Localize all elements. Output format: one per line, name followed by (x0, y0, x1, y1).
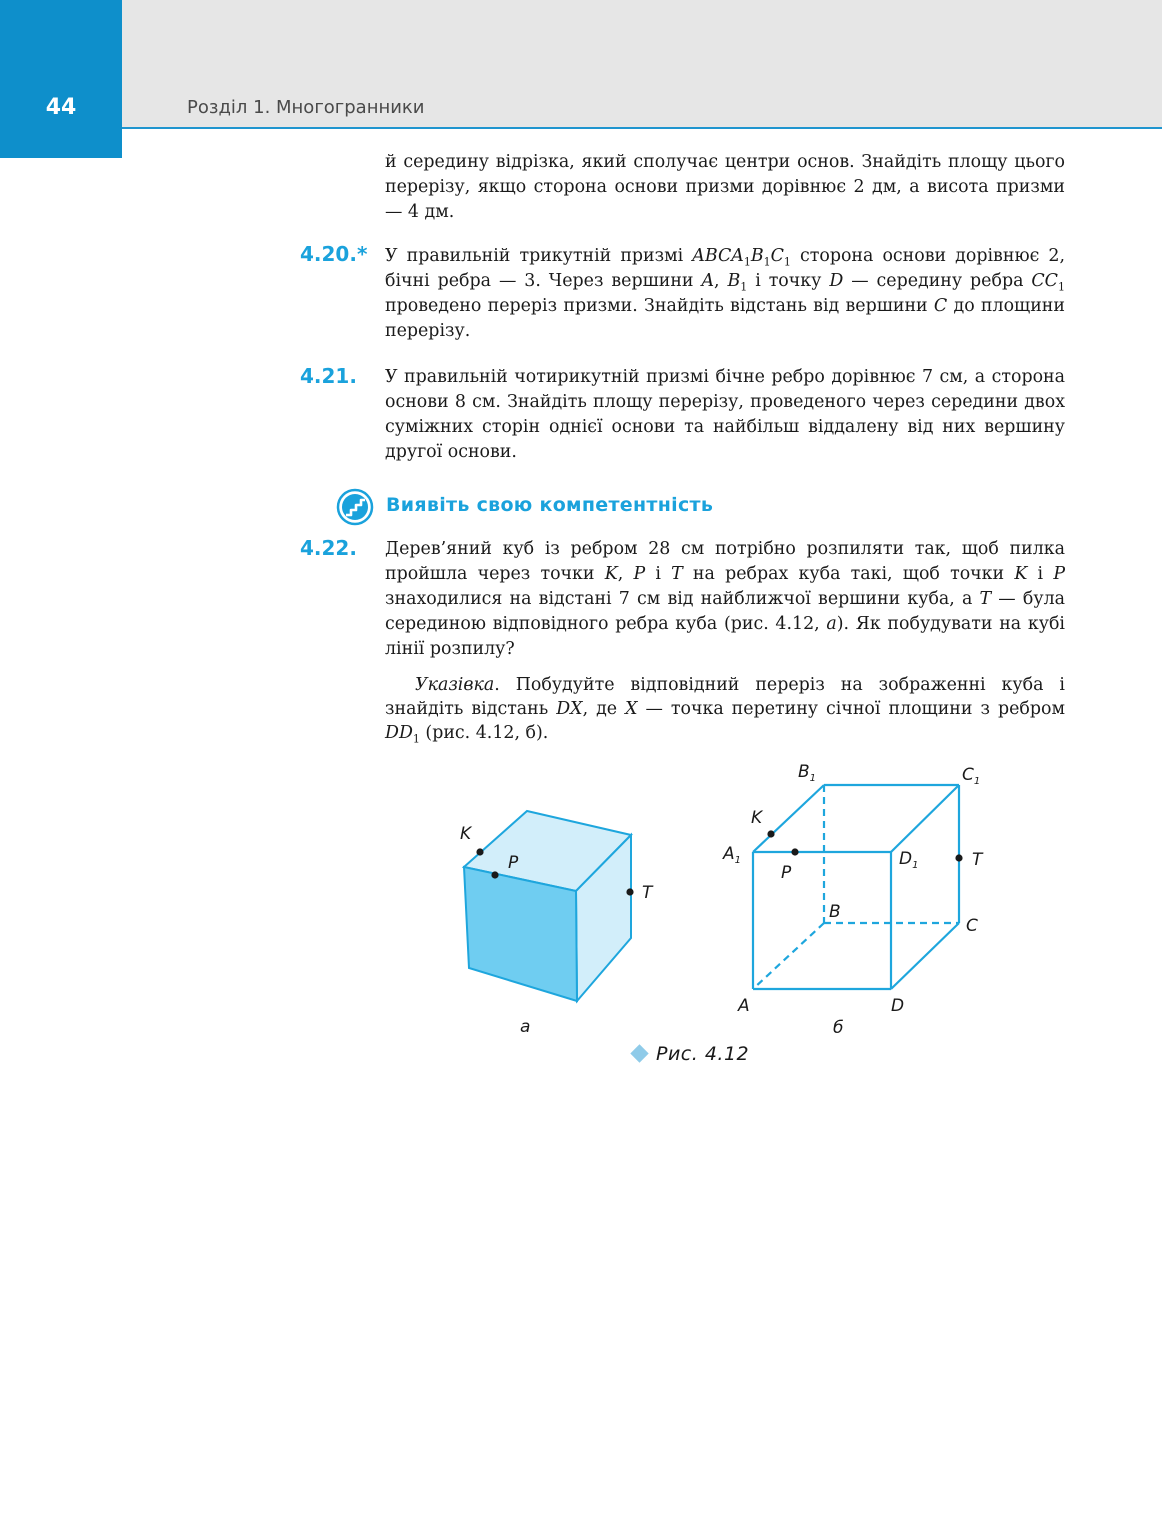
continuation-text: й середину відрізка, який сполучає центри основ. Знайдіть площу цього перерізу, якщо сторона основи призми дорівнює 2 дм, а висота призми — 4 дм. (385, 152, 1065, 222)
label-b: B (829, 902, 841, 922)
label-k: K (460, 824, 472, 844)
page-number: 44 (45, 95, 77, 120)
point-k (476, 848, 483, 855)
point-k (767, 830, 774, 837)
label-k: K (751, 808, 763, 828)
problem-number: 4.20.* (300, 242, 368, 266)
point-t (955, 854, 962, 861)
stairs-icon (336, 488, 374, 526)
point-p (491, 871, 498, 878)
figure-caption: Рис. 4.12 (656, 1043, 750, 1065)
point-t (626, 888, 633, 895)
label-a: A (738, 996, 750, 1016)
cube-figure (440, 755, 1000, 1085)
label-c1: $C_1$ (962, 765, 981, 787)
label-a1: $A_1$ (723, 844, 742, 866)
label-c: C (966, 916, 978, 936)
wireframe-cube (753, 785, 959, 989)
problem-text: У правильній трикутній призмі $ABCA_1B_1C_1$ сторона основи дорівнює 2, бічні ребра — 3. Через вершини A, $B_1$ і точку D — середину ребра $CC_1$ проведено переріз призми. Знайдіть відстань від вершини C до площини перерізу. (385, 246, 1065, 341)
label-t: T (642, 883, 653, 903)
hint-text: Указівка. Побудуйте відповідний переріз на зображенні куба і знайдіть відстань DX, де X — точка перетину січної площини з ребром $DD_1$ (рис. 4.12, б). (385, 675, 1065, 746)
problem-text: У правильній чотирикутній призмі бічне ребро дорівнює 7 см, а сторона основи 8 см. Знайдіть площу перерізу, проведеного через середини двох суміжних сторін однієї основи та найбільш віддалену від них вершину другої основи. (385, 367, 1065, 462)
header-rule (122, 127, 1162, 129)
label-p: P (781, 863, 792, 883)
label-p: P (508, 853, 519, 873)
caption-a: а (520, 1017, 531, 1037)
section-title: Виявіть свою компетентність (386, 494, 714, 516)
label-d: D (891, 996, 905, 1016)
point-p (791, 848, 798, 855)
problem-number: 4.22. (300, 536, 357, 560)
label-b1: $B_1$ (798, 762, 817, 784)
page-tab (0, 0, 122, 158)
header-band (0, 0, 1162, 128)
label-d1: $D_1$ (899, 849, 919, 871)
problem-number: 4.21. (300, 364, 357, 388)
solid-cube (460, 811, 654, 1037)
problem-text: Дерев’яний куб із ребром 28 см потрібно розпиляти так, щоб пилка пройшла через точки K, P і T на ребрах куба такі, щоб точки K і P знаходилися на відстані 7 см від найближчої вершини куба, а T — була серединою відповідного ребра куба (рис. 4.12, а). Як побудувати на кубі лінії розпилу? (385, 539, 1066, 659)
label-t: T (972, 850, 983, 870)
running-head: Розділ 1. Многогранники (187, 97, 425, 118)
caption-b: б (833, 1018, 844, 1038)
cube-front-face (464, 867, 577, 1001)
